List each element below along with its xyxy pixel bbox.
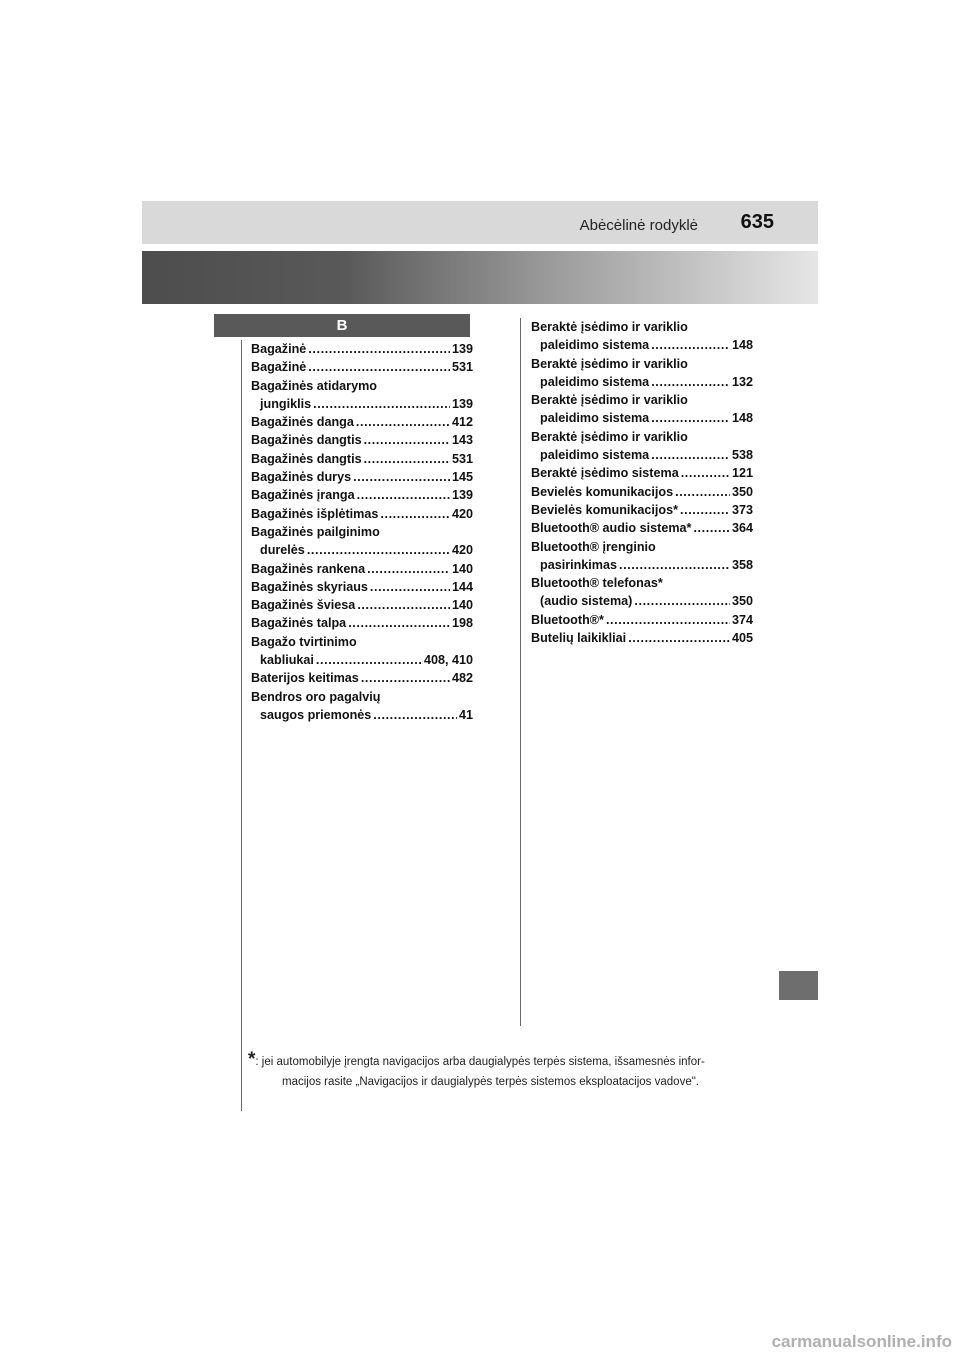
page-reference: 148	[731, 411, 753, 426]
index-term: Bevielės komunikacijos*	[531, 502, 678, 517]
page-reference: 350	[731, 484, 753, 499]
dot-leader	[356, 413, 450, 431]
page-header	[142, 201, 818, 244]
index-entry	[251, 340, 473, 358]
index-entry	[251, 450, 473, 468]
index-term: paleidimo sistema	[540, 338, 650, 353]
index-term: Bagažinė	[251, 360, 307, 375]
page-reference: 358	[731, 557, 753, 572]
dot-leader	[373, 706, 457, 724]
dot-leader	[367, 560, 450, 578]
page-reference: 482	[451, 671, 473, 686]
index-term: saugos priemonės	[260, 707, 372, 722]
index-entry-line	[531, 574, 753, 592]
index-entry	[531, 483, 753, 501]
dot-leader	[651, 446, 730, 464]
page-reference: 364	[731, 521, 753, 536]
index-term: Bagažinės dangtis	[251, 451, 362, 466]
page-reference: 41	[458, 707, 473, 722]
page-reference: 139	[451, 488, 473, 503]
index-entry-line	[531, 501, 753, 519]
index-entry	[251, 560, 473, 578]
page-reference: 132	[731, 374, 753, 389]
index-entry-line	[531, 336, 753, 354]
index-entry-line	[251, 596, 473, 614]
index-entry-line	[531, 355, 753, 373]
index-entry-line	[251, 633, 473, 651]
page-reference: 531	[451, 360, 473, 375]
index-entry	[531, 391, 753, 428]
index-term: paleidimo sistema	[540, 448, 650, 463]
section-letter-bar: B	[214, 314, 470, 337]
index-term: paleidimo sistema	[540, 411, 650, 426]
index-term: paleidimo sistema	[540, 374, 650, 389]
index-entry	[531, 574, 753, 611]
index-term: Bagažinės danga	[251, 415, 354, 430]
watermark: carmanualsonline.info	[771, 1332, 952, 1351]
index-entry-line	[251, 486, 473, 504]
dot-leader	[308, 358, 450, 376]
page-reference: 148	[731, 338, 753, 353]
dot-leader	[353, 468, 450, 486]
dot-leader	[681, 464, 730, 482]
dot-leader	[651, 409, 730, 427]
page-number: 635	[740, 211, 774, 233]
page-reference: 143	[451, 433, 473, 448]
index-term: pasirinkimas	[540, 557, 618, 572]
page-reference: 144	[451, 579, 473, 594]
index-entry-line	[251, 614, 473, 632]
index-entry	[531, 629, 753, 647]
dot-leader	[651, 373, 730, 391]
footnote-line-1	[248, 1049, 750, 1072]
index-term: kabliukai	[260, 653, 314, 668]
dot-leader	[634, 592, 730, 610]
index-entry-line	[251, 706, 473, 724]
index-entry-line	[251, 358, 473, 376]
page-reference: 139	[451, 342, 473, 356]
index-entry-line	[251, 340, 473, 358]
index-term: Bagažinės pailginimo	[251, 524, 380, 539]
index-term: Bevielės komunikacijos	[531, 484, 674, 499]
index-term: Bagažinės įranga	[251, 488, 355, 503]
index-entry	[251, 596, 473, 614]
index-entry	[251, 413, 473, 431]
index-term: (audio sistema)	[540, 594, 633, 609]
index-entry	[251, 578, 473, 596]
index-term: Bluetooth® telefonas*	[531, 576, 663, 591]
index-entry-line	[531, 483, 753, 501]
index-term: durelės	[260, 543, 305, 558]
index-entry	[251, 614, 473, 632]
index-entry	[251, 468, 473, 486]
index-entry	[531, 519, 753, 537]
footnote-star: *	[248, 1049, 256, 1070]
dot-leader	[364, 450, 450, 468]
index-entry	[251, 688, 473, 725]
index-term: jungiklis	[260, 396, 312, 411]
page-reference: 121	[731, 466, 753, 481]
page-reference: 420	[451, 506, 473, 521]
index-entry-line	[531, 428, 753, 446]
page-reference: 140	[451, 598, 473, 613]
page-reference: 374	[731, 612, 753, 627]
index-term: Bagažinės dangtis	[251, 433, 362, 448]
page-reference: 373	[731, 502, 753, 517]
index-entry-line	[251, 413, 473, 431]
left-column-rule	[241, 340, 242, 1111]
dot-leader	[361, 669, 450, 687]
index-entry-line	[251, 431, 473, 449]
index-column-right	[531, 318, 753, 647]
footnote-line-2: macijos rasite „Navigacijos ir daugialypės terpės sistemos eksploatacijos vadove".	[282, 1076, 699, 1088]
index-entry-line	[251, 578, 473, 596]
index-term: Beraktė įsėdimo ir variklio	[531, 393, 688, 408]
index-entry-line	[531, 446, 753, 464]
header-title: Abėcėlinė rodyklė	[579, 217, 698, 234]
index-entry-line	[251, 505, 473, 523]
dot-leader	[675, 483, 730, 501]
index-term: Bagažinės šviesa	[251, 598, 356, 613]
index-term: Bendros oro pagalvių	[251, 689, 381, 704]
dot-leader	[619, 556, 730, 574]
index-entry-line	[251, 669, 473, 687]
index-entry	[531, 355, 753, 392]
page-reference: 198	[451, 616, 473, 631]
index-entry-line	[531, 519, 753, 537]
dot-leader	[313, 395, 450, 413]
index-entry-line	[251, 651, 473, 669]
dot-leader	[357, 486, 450, 504]
index-entry	[251, 523, 473, 560]
index-entry-line	[251, 450, 473, 468]
dot-leader	[307, 541, 450, 559]
dot-leader	[308, 340, 450, 358]
page-reference: 420	[451, 543, 473, 558]
index-entry-line	[251, 523, 473, 541]
index-term: Bagažinės atidarymo	[251, 378, 377, 393]
footnote	[248, 1049, 750, 1092]
index-term: Beraktė įsėdimo ir variklio	[531, 320, 688, 334]
chapter-tab	[779, 971, 818, 1000]
index-entry-line	[531, 592, 753, 610]
index-entry-line	[531, 373, 753, 391]
dot-leader	[357, 596, 450, 614]
dot-leader	[370, 578, 450, 596]
index-entry-line	[251, 468, 473, 486]
page-reference: 140	[451, 561, 473, 576]
index-entry-line	[251, 560, 473, 578]
index-term: Bagažinės rankena	[251, 561, 366, 576]
index-term: Bagažinės talpa	[251, 616, 347, 631]
center-column-rule	[520, 318, 521, 1026]
page-reference: 350	[731, 594, 753, 609]
page-reference: 145	[451, 470, 473, 485]
dot-leader	[606, 611, 730, 629]
index-entry	[251, 358, 473, 376]
index-entry	[531, 464, 753, 482]
index-entry	[531, 428, 753, 465]
index-entry	[531, 318, 753, 355]
index-entry-line	[531, 556, 753, 574]
page-reference: 139	[451, 396, 473, 411]
index-entry	[251, 669, 473, 687]
dot-leader	[364, 431, 450, 449]
page-reference: 412	[451, 415, 473, 430]
index-entry-line	[531, 391, 753, 409]
dot-leader	[348, 614, 450, 632]
index-term: Beraktė įsėdimo ir variklio	[531, 429, 688, 444]
index-entry-line	[251, 377, 473, 395]
footnote-text-1: : jei automobilyje įrengta navigacijos arba daugialypės terpės sistema, išsamesnės infor-	[255, 1056, 705, 1068]
index-entry	[251, 377, 473, 414]
index-term: Beraktė įsėdimo ir variklio	[531, 356, 688, 371]
index-term: Bagažinės durys	[251, 470, 352, 485]
page-reference: 405	[731, 631, 753, 646]
index-term: Beraktė įsėdimo sistema	[531, 466, 679, 481]
index-term: Bagažinės išplėtimas	[251, 506, 379, 521]
index-entry-line	[531, 409, 753, 427]
decorative-gradient-band	[142, 251, 818, 304]
page-reference: 538	[731, 448, 753, 463]
index-term: Bagažinės skyriaus	[251, 579, 368, 594]
index-entry	[251, 486, 473, 504]
index-entry-line	[251, 541, 473, 559]
index-term: Bluetooth® įrenginio	[531, 539, 656, 554]
index-entry	[531, 501, 753, 519]
index-entry	[531, 538, 753, 575]
index-entry-line	[531, 629, 753, 647]
index-entry-line	[531, 318, 753, 336]
dot-leader	[316, 651, 422, 669]
index-entry	[251, 431, 473, 449]
index-entry-line	[531, 538, 753, 556]
index-term: Bluetooth®*	[531, 612, 604, 627]
page-reference: 408, 410	[423, 653, 473, 668]
dot-leader	[680, 501, 730, 519]
index-term: Bagažinė	[251, 342, 307, 356]
index-entry-line	[251, 395, 473, 413]
dot-leader	[380, 505, 450, 523]
index-column-left	[251, 340, 473, 724]
index-entry-line	[251, 688, 473, 706]
index-entry	[251, 633, 473, 670]
index-term: Baterijos keitimas	[251, 671, 359, 686]
index-entry	[531, 611, 753, 629]
dot-leader	[628, 629, 730, 647]
index-term: Bagažo tvirtinimo	[251, 634, 357, 649]
dot-leader	[693, 519, 730, 537]
index-entry-line	[531, 611, 753, 629]
page-reference: 531	[451, 451, 473, 466]
index-entry-line	[531, 464, 753, 482]
index-term: Butelių laikikliai	[531, 631, 627, 646]
index-entry	[251, 505, 473, 523]
index-term: Bluetooth® audio sistema*	[531, 521, 692, 536]
dot-leader	[651, 336, 730, 354]
